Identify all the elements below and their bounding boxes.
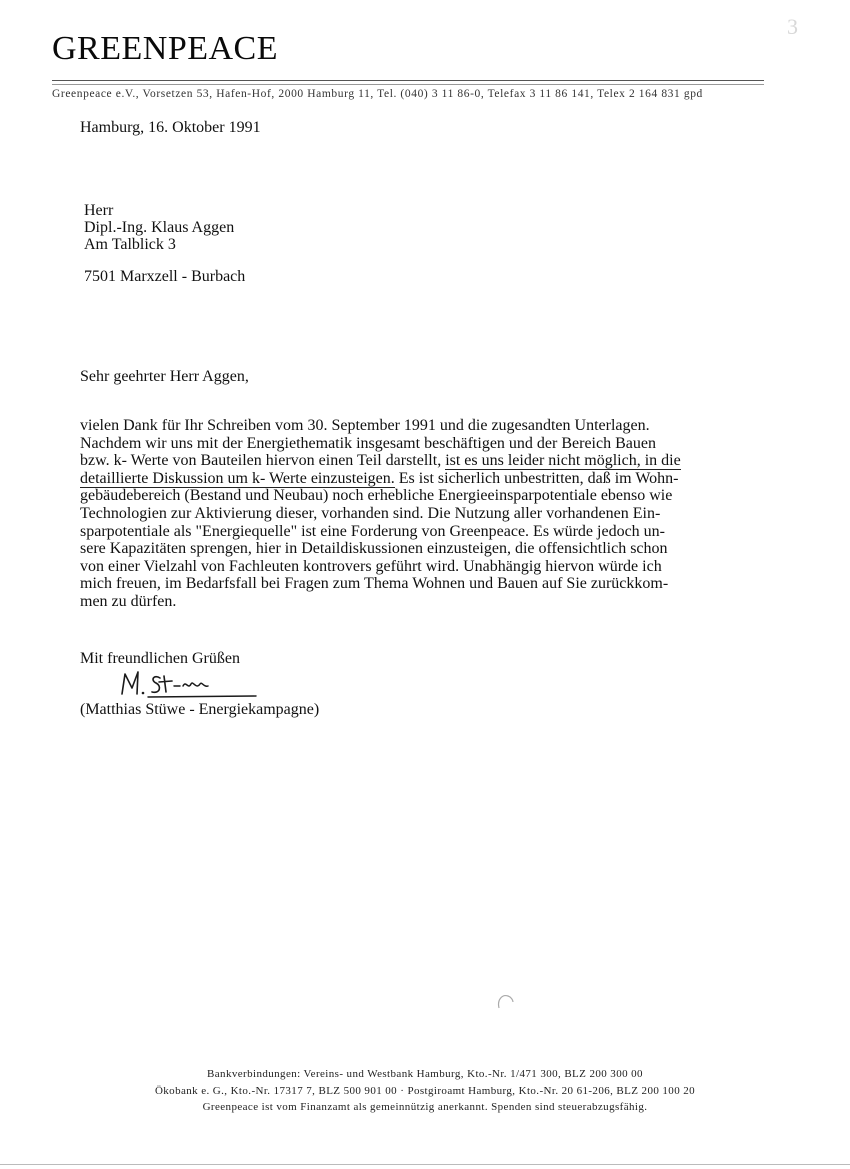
faint-page-mark: 3 xyxy=(787,14,798,39)
letter-body xyxy=(80,417,770,611)
body-segment: Es ist sicherlich unbestritten, daß im Wohn- xyxy=(394,469,679,487)
footer-tax-note: Greenpeace ist vom Finanzamt als gemeinnützig anerkannt. Spenden sind steuerabzugsfähig. xyxy=(202,1101,648,1113)
letterhead-rule xyxy=(52,80,764,81)
letter-date: Hamburg, 16. Oktober 1991 xyxy=(80,119,261,136)
body-line xyxy=(80,452,770,470)
body-segment: bzw. k- Werte von Bauteilen hiervon einen Teil darstellt, xyxy=(80,452,442,470)
signer-name: (Matthias Stüwe - Energiekampagne) xyxy=(80,701,320,718)
handwritten-signature xyxy=(116,664,276,702)
body-line: Nachdem wir uns mit der Energiethematik insgesamt beschäftigen und der Bereich Bauen xyxy=(80,434,656,452)
footer-bank-line: Bankverbindungen: Vereins- und Westbank Hamburg, Kto.-Nr. 1/471 300, BLZ 200 300 00 xyxy=(207,1068,643,1080)
body-line: mich freuen, im Bedarfsfall bei Fragen zum Thema Wohnen und Bauen auf Sie zurückkom- xyxy=(80,575,669,593)
body-line: Technologien zur Aktivierung dieser, vorhanden sind. Die Nutzung aller vorhandenen Ein- xyxy=(80,504,661,522)
greenpeace-logo: GREENPEACE xyxy=(52,30,278,67)
body-line: von einer Vielzahl von Fachleuten kontrovers geführt wird. Unabhängig hiervon würde ich xyxy=(80,557,662,575)
salutation: Sehr geehrter Herr Aggen, xyxy=(80,368,249,385)
recipient-city: 7501 Marxzell - Burbach xyxy=(84,268,246,285)
letterhead-rule-secondary xyxy=(52,84,764,85)
letter-footer xyxy=(0,1066,850,1116)
faint-paper-mark xyxy=(494,992,516,1012)
footer-bank-line: Ökobank e. G., Kto.-Nr. 17317 7, BLZ 500 901 00 · Postgiroamt Hamburg, Kto.-Nr. 20 61-206, BLZ 200 100 20 xyxy=(154,1084,696,1097)
body-line: sere Kapazitäten sprengen, hier in Detaildiskussionen einzusteigen, die offensichtlich schon xyxy=(80,540,668,558)
closing: Mit freundlichen Grüßen xyxy=(80,650,240,667)
underlined-text: ist es uns leider nicht möglich, in die xyxy=(445,452,681,470)
recipient-name: Dipl.-Ing. Klaus Aggen xyxy=(84,219,235,236)
body-line xyxy=(80,470,770,488)
body-line: men zu dürfen. xyxy=(80,592,177,610)
recipient-address xyxy=(84,202,234,253)
letterhead-contact-info: Greenpeace e.V., Vorsetzen 53, Hafen-Hof, 2000 Hamburg 11, Tel. (040) 3 11 86-0, Telefax 3 11 86 141, Telex 2 164 831 gpd xyxy=(52,88,703,100)
recipient-title: Herr xyxy=(84,202,114,219)
underlined-text: detaillierte Diskussion um k- Werte einzusteigen. xyxy=(80,469,395,487)
body-line: vielen Dank für Ihr Schreiben vom 30. September 1991 und die zugesandten Unterlagen. xyxy=(80,417,650,434)
body-line: sparpotentiale als "Energiequelle" ist eine Forderung von Greenpeace. Es würde jedoch un- xyxy=(80,522,666,540)
body-line: gebäudebereich (Bestand und Neubau) noch erhebliche Energieeinsparpotentiale ebenso wie xyxy=(80,487,673,505)
recipient-street: Am Talblick 3 xyxy=(84,236,176,253)
page-bottom-edge xyxy=(0,1164,850,1165)
